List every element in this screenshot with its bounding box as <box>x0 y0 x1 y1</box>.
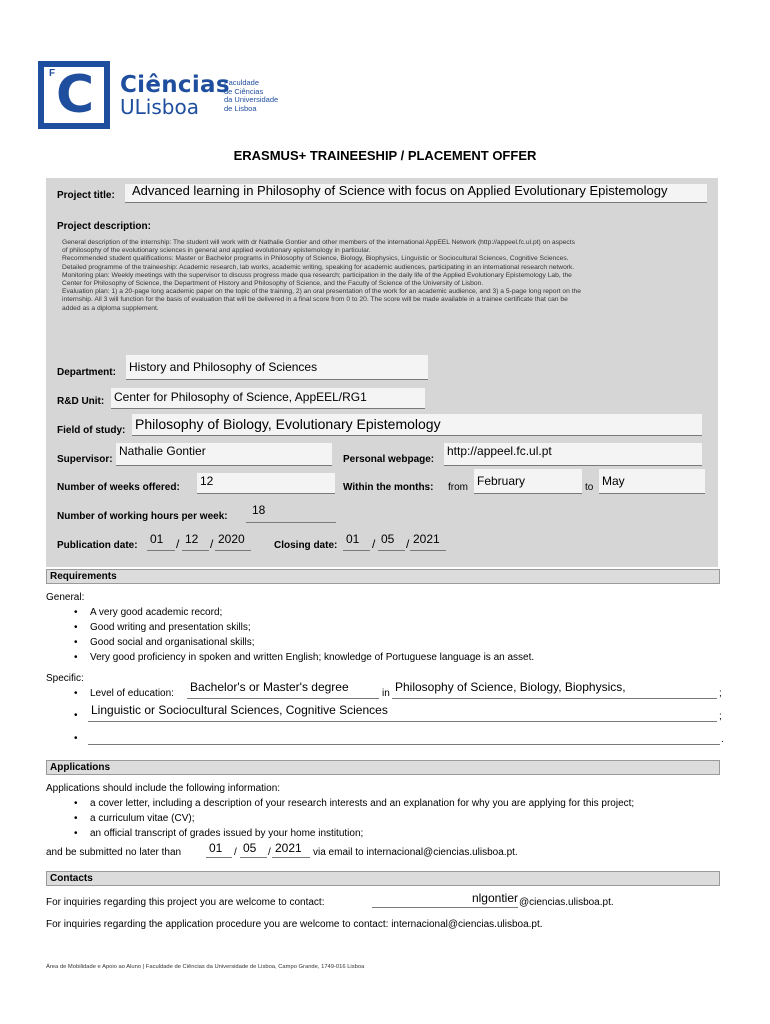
logo-letter-c: C <box>56 65 95 125</box>
department-label: Department: <box>57 367 116 378</box>
general-item: • Good social and organisational skills; <box>90 635 255 650</box>
months-from-field[interactable] <box>474 469 582 494</box>
date-separator: / <box>176 537 180 551</box>
extra-requirement-field[interactable] <box>88 727 720 745</box>
personal-webpage-field[interactable] <box>444 443 702 466</box>
logo-inner <box>44 67 104 123</box>
personal-webpage-value: http://appeel.fc.ul.pt <box>447 444 552 458</box>
applications-header <box>46 760 720 775</box>
page-title: ERASMUS+ TRAINEESHIP / PLACEMENT OFFER <box>233 148 537 163</box>
project-description-text[interactable] <box>62 239 712 313</box>
description-line: internship. All 3 will function for the basis of evaluation that will be delivered in a final score from 0 to 20. The score will be made available in a trainee certificate that can be <box>62 296 568 304</box>
study-area-value-2: Linguistic or Sociocultural Sciences, Cognitive Sciences <box>91 703 388 717</box>
period: . <box>721 734 724 745</box>
study-area-field-2[interactable] <box>88 702 717 722</box>
closing-month-value: 05 <box>381 532 395 546</box>
description-line: Center for Philosophy of Science, the Department of History and Philosophy of Science, and the Faculty of Science of the University of Lisbon. <box>62 280 484 288</box>
description-line: Monitoring plan: Weekly meetings with the supervisor to discuss progress made qua research; participation in the daily life of the Applied Evolutionary Epistemology Lab, the <box>62 271 572 279</box>
rd-unit-label: R&D Unit: <box>57 396 105 407</box>
within-months-label: Within the months: <box>343 482 434 493</box>
bullet: • <box>74 710 78 721</box>
requirements-header <box>46 569 720 584</box>
months-to-field[interactable] <box>599 469 705 494</box>
logo-sub-line: de Ciências <box>224 86 264 96</box>
field-of-study-field[interactable] <box>132 414 702 436</box>
weeks-offered-value: 12 <box>200 474 214 488</box>
working-hours-label: Number of working hours per week: <box>57 511 228 522</box>
months-to-label: to <box>585 482 594 493</box>
applications-intro: Applications should include the following information: <box>46 783 281 794</box>
rd-unit-field[interactable] <box>111 388 425 409</box>
logo-letter-f: F <box>49 68 56 79</box>
contact-project-suffix: @ciencias.ulisboa.pt. <box>519 897 614 908</box>
contacts-header-label: Contacts <box>50 873 93 884</box>
publication-month-value: 12 <box>185 532 199 546</box>
description-line: Recommended student qualifications: Master or Bachelor programs in Philosophy of Science, Biology, Biophysics, Linguistic or Sociocultural Sciences, Cognitive Sciences. <box>62 255 569 263</box>
field-of-study-label: Field of study: <box>57 425 126 436</box>
contact-username-field[interactable] <box>372 890 518 908</box>
supervisor-value: Nathalie Gontier <box>119 444 206 458</box>
weeks-offered-field[interactable] <box>197 473 335 494</box>
date-separator: / <box>268 847 271 858</box>
months-from-value: February <box>477 474 526 488</box>
education-level-value: Bachelor's or Master's degree <box>190 680 349 694</box>
deadline-year-field[interactable] <box>272 840 310 858</box>
project-title-value: Advanced learning in Philosophy of Science with focus on Applied Evolutionary Epistemology <box>132 183 668 198</box>
deadline-prefix: and be submitted no later than <box>46 847 182 858</box>
semicolon: ; <box>719 688 722 699</box>
bullet: • <box>74 733 78 744</box>
faculty-logo <box>38 61 110 129</box>
supervisor-label: Supervisor: <box>57 454 113 465</box>
in-label: in <box>382 688 390 699</box>
logo-name-line2: ULisboa <box>120 95 199 119</box>
publication-day-value: 01 <box>150 532 164 546</box>
footer: Área de Mobilidade e Apoio ao Aluno | Faculdade de Ciências da Universidade de Lisboa, Campo Grande, 1749-016 Lisboa <box>46 964 365 970</box>
publication-day-field[interactable] <box>147 531 175 551</box>
study-area-field[interactable] <box>392 679 717 699</box>
publication-month-field[interactable] <box>182 531 209 551</box>
application-item: • a cover letter, including a description of your research interests and an explanation for why you are applying for this project; <box>90 796 634 811</box>
description-line: Evaluation plan: 1) a 20-page long academic paper on the topic of the training, 2) an oral presentation of the work for an academic audience, and 3) a 5-page long report on the <box>62 288 581 296</box>
logo-subtitle <box>224 79 304 113</box>
contacts-header <box>46 871 720 886</box>
working-hours-value: 18 <box>252 503 266 517</box>
working-hours-field[interactable] <box>246 502 336 523</box>
description-line: added as a diploma supplement. <box>62 304 159 312</box>
contact-username-value: nlgontier <box>471 891 518 905</box>
department-field[interactable] <box>126 355 428 380</box>
specific-label: Specific: <box>46 673 84 684</box>
deadline-month-value: 05 <box>243 841 257 855</box>
general-item: • Very good proficiency in spoken and written English; knowledge of Portuguese language is an asset. <box>90 650 534 665</box>
deadline-suffix: via email to internacional@ciencias.ulisboa.pt. <box>313 847 518 858</box>
deadline-day-value: 01 <box>209 841 223 855</box>
description-line: Detailed programme of the traineeship: Academic research, lab works, academic writing, speaking for academic audiences, participating in an international research network. <box>62 263 575 271</box>
deadline-day-field[interactable] <box>206 840 232 858</box>
general-item: • Good writing and presentation skills; <box>90 620 251 635</box>
contact-project-prefix: For inquiries regarding this project you are welcome to contact: <box>46 897 325 908</box>
general-item: • A very good academic record; <box>90 605 222 620</box>
general-label: General: <box>46 592 85 603</box>
field-of-study-value: Philosophy of Biology, Evolutionary Epistemology <box>135 416 441 432</box>
date-separator: / <box>234 847 237 858</box>
publication-year-field[interactable] <box>215 531 251 551</box>
applications-header-label: Applications <box>50 762 111 773</box>
closing-month-field[interactable] <box>378 531 405 551</box>
personal-webpage-label: Personal webpage: <box>343 454 435 465</box>
semicolon: ; <box>719 711 722 722</box>
date-separator: / <box>372 537 376 551</box>
description-line: General description of the internship: The student will work with dr Nathalie Gontier and other members of the international AppEEL Network (http://appeel.fc.ul.pt) on aspects <box>62 239 575 246</box>
weeks-offered-label: Number of weeks offered: <box>57 482 180 493</box>
months-to-value: May <box>602 474 625 488</box>
application-item: • an official transcript of grades issued by your home institution; <box>90 826 363 841</box>
study-area-value: Philosophy of Science, Biology, Biophysics, <box>395 680 626 694</box>
application-item: • a curriculum vitae (CV); <box>90 811 194 826</box>
months-from-label: from <box>448 482 468 493</box>
education-level-field[interactable] <box>187 679 379 699</box>
logo-sub-line: da Universidade <box>224 95 279 104</box>
supervisor-field[interactable] <box>116 443 332 466</box>
rd-unit-value: Center for Philosophy of Science, AppEEL/RG1 <box>114 390 367 404</box>
contact-procedure: For inquiries regarding the application procedure you are welcome to contact: internacional@ciencias.ulisboa.pt. <box>46 919 543 930</box>
date-separator: / <box>210 537 214 551</box>
closing-year-value: 2021 <box>413 532 440 546</box>
project-title-field[interactable] <box>125 184 707 203</box>
project-description-label: Project description: <box>57 221 151 232</box>
logo-sub-line: de Lisboa <box>224 103 257 113</box>
deadline-month-field[interactable] <box>240 840 267 858</box>
education-level-label: • Level of education: <box>90 686 174 701</box>
deadline-year-value: 2021 <box>275 841 302 855</box>
closing-day-value: 01 <box>346 532 360 546</box>
requirements-header-label: Requirements <box>50 571 117 582</box>
project-title-label: Project title: <box>57 190 115 201</box>
closing-day-field[interactable] <box>343 531 370 551</box>
department-value: History and Philosophy of Sciences <box>129 360 318 374</box>
closing-year-field[interactable] <box>410 531 446 551</box>
description-line: of philosophy of the evolutionary sciences in general and applied evolutionary epistemology in particular. <box>62 247 371 255</box>
publication-year-value: 2020 <box>218 532 245 546</box>
date-separator: / <box>406 537 410 551</box>
logo-sub-line: Faculdade <box>224 78 260 87</box>
publication-date-label: Publication date: <box>57 540 138 551</box>
logo-name-line1: Ciências <box>120 72 230 98</box>
closing-date-label: Closing date: <box>274 540 338 551</box>
